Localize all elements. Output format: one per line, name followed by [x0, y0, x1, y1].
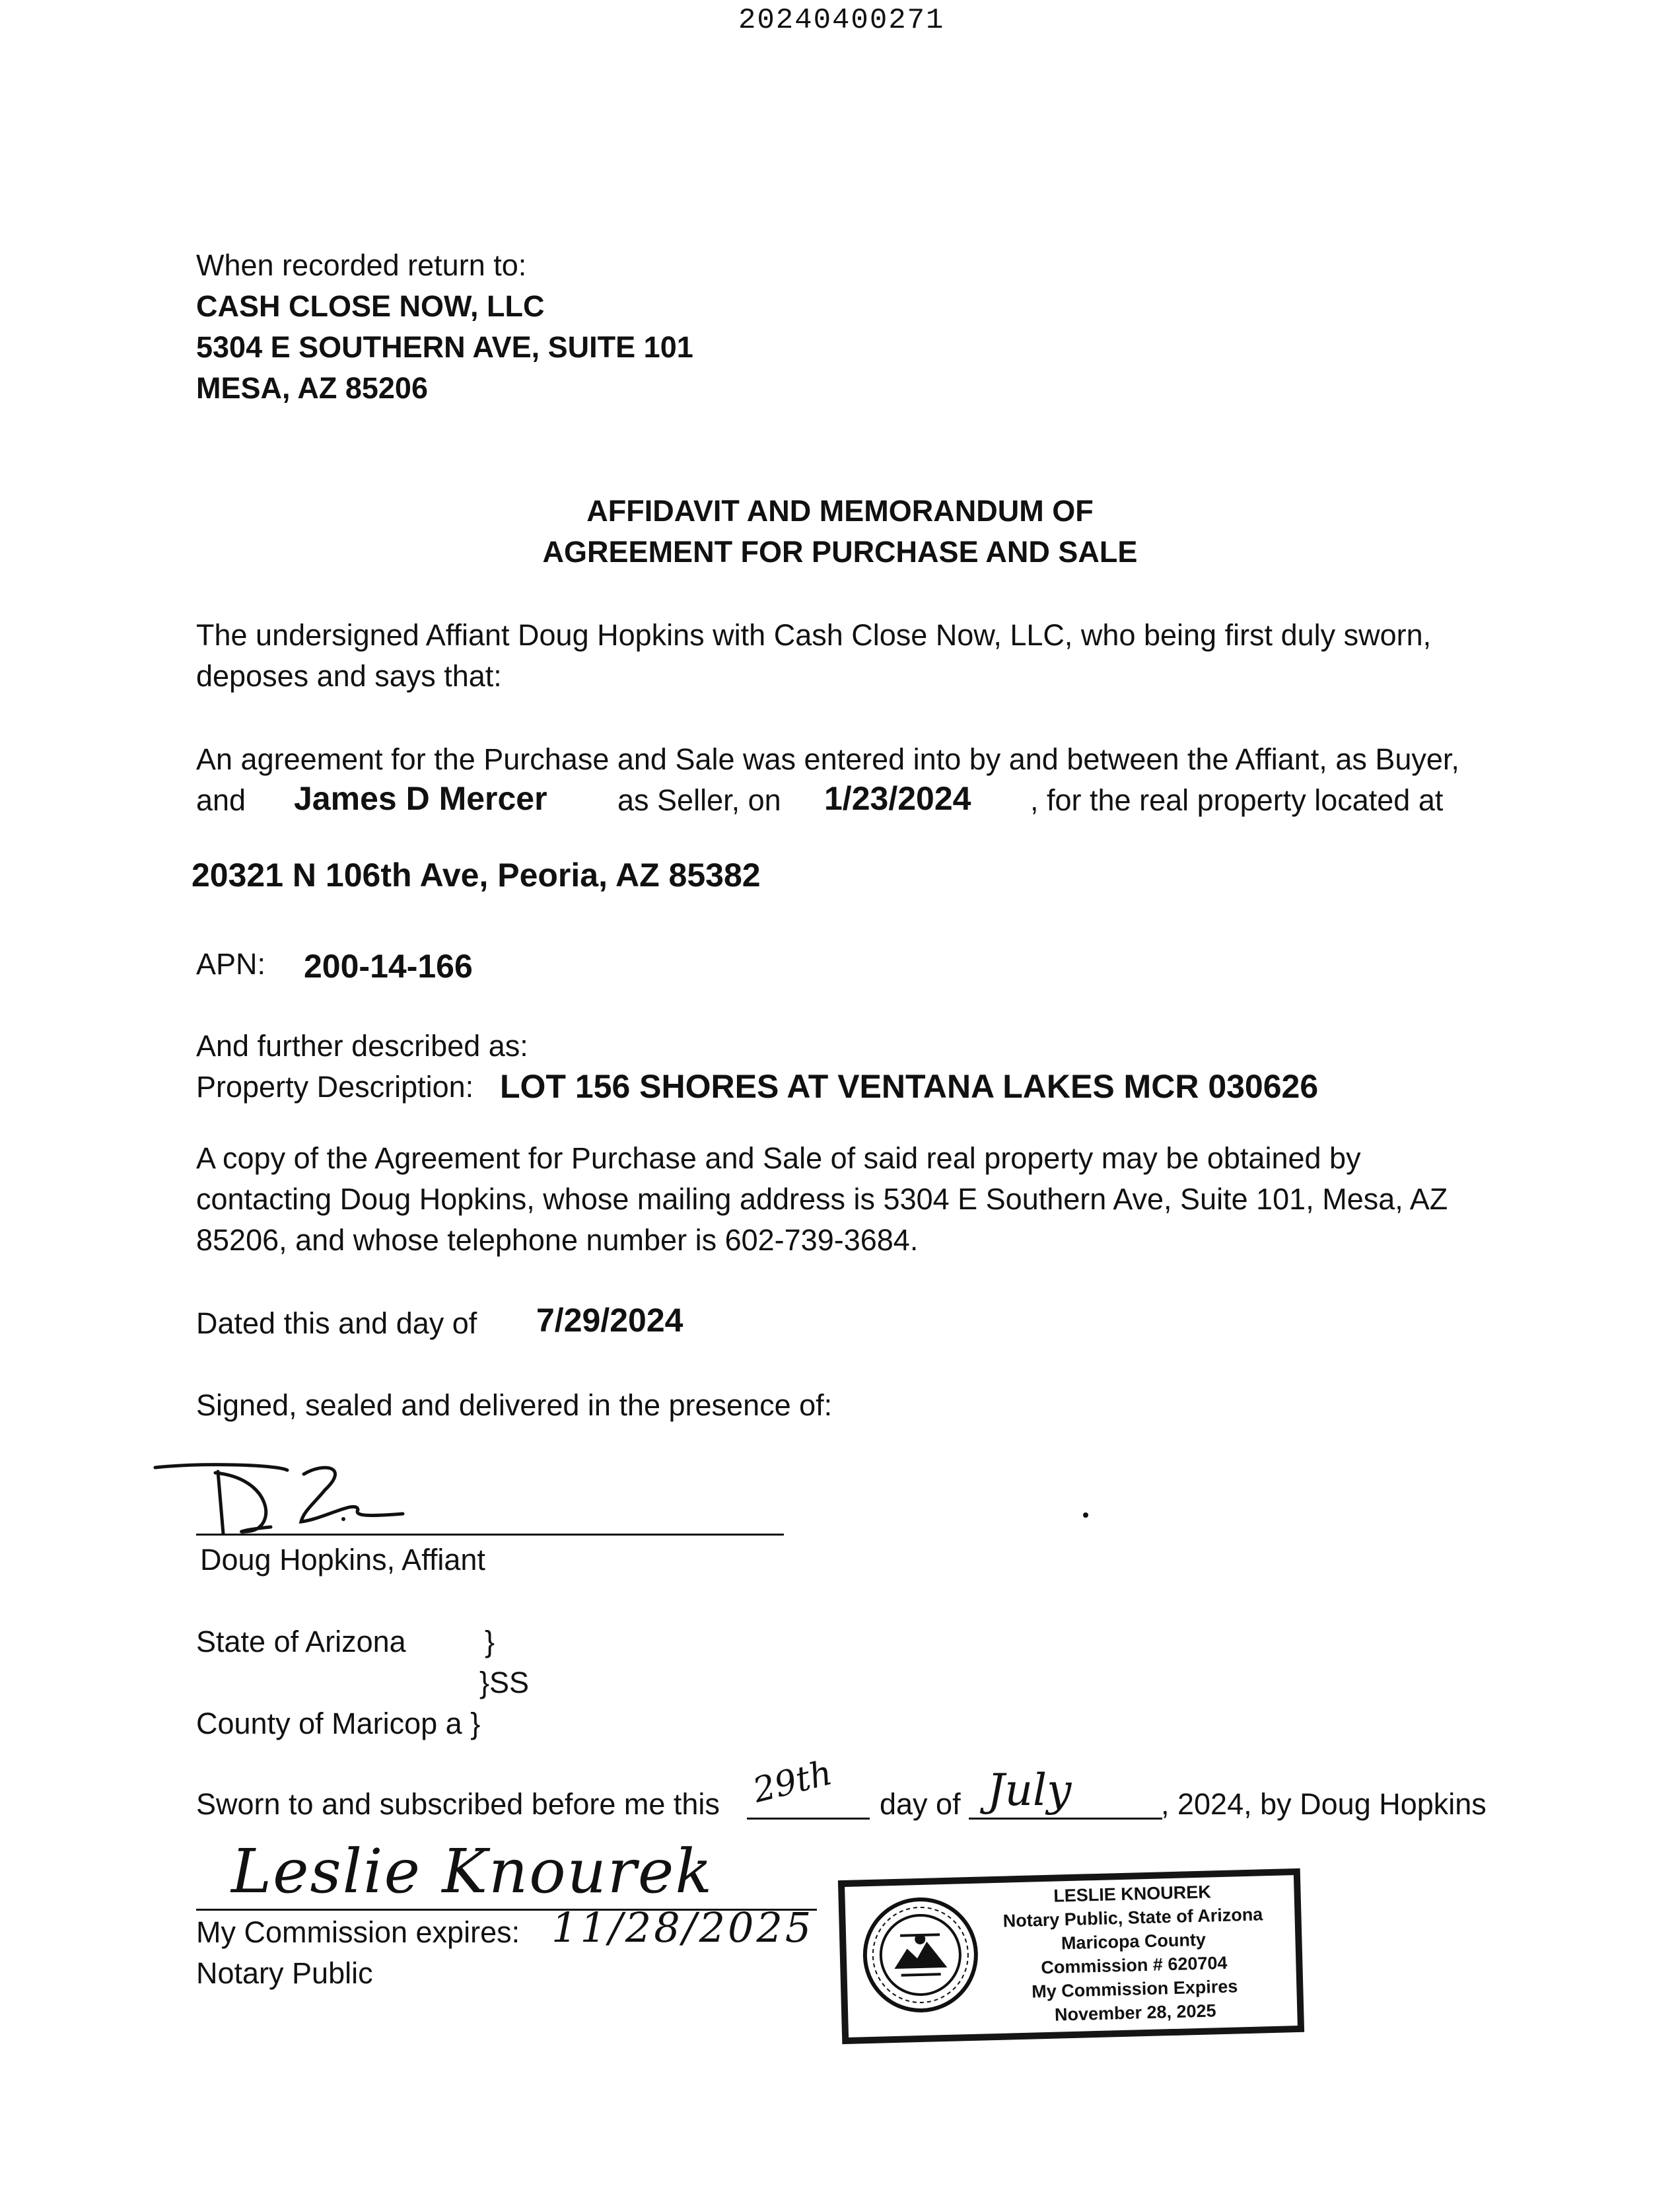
dated-date: 7/29/2024 — [536, 1302, 683, 1339]
affiant-signature — [152, 1453, 416, 1545]
intro-line2: deposes and says that: — [196, 659, 502, 693]
stamp-notary-name: LESLIE KNOUREK — [1053, 1882, 1212, 1906]
document-title-line1: AFFIDAVIT AND MEMORANDUM OF — [586, 494, 1094, 528]
sworn-suffix: , 2024, by Doug Hopkins — [1161, 1787, 1487, 1821]
arizona-seal-icon — [860, 1894, 982, 2016]
sworn-month-handwritten: July — [987, 1765, 1072, 1816]
signed-sealed-text: Signed, sealed and delivered in the presence of: — [196, 1388, 833, 1422]
property-address: 20321 N 106th Ave, Peoria, AZ 85382 — [192, 857, 761, 894]
stamp-expires-date: November 28, 2025 — [1054, 2001, 1216, 2025]
return-to-label: When recorded return to: — [196, 248, 527, 282]
as-seller-text: as Seller, on — [617, 783, 781, 817]
venue-brace: } — [485, 1625, 495, 1658]
notary-signature: Leslie Knourek — [231, 1836, 714, 1907]
notary-public-label: Notary Public — [196, 1956, 373, 1990]
venue-county: County of Maricop a } — [196, 1707, 481, 1740]
commission-date-handwritten: 11/28/2025 — [551, 1903, 814, 1952]
stray-dot — [1083, 1512, 1088, 1518]
return-to-address-line2: MESA, AZ 85206 — [196, 371, 428, 405]
commission-label: My Commission expires: — [196, 1915, 520, 1949]
agreement-and-text: and — [196, 783, 246, 817]
apn-value: 200-14-166 — [304, 948, 473, 985]
document-title-line2: AGREEMENT FOR PURCHASE AND SALE — [542, 535, 1138, 569]
stamp-expires-label: My Commission Expires — [1031, 1976, 1238, 2002]
return-to-address-line1: 5304 E SOUTHERN AVE, SUITE 101 — [196, 330, 693, 364]
sworn-day-line — [747, 1818, 870, 1820]
copy-line2: contacting Doug Hopkins, whose mailing address is 5304 E Southern Ave, Suite 101, Mesa, AZ — [196, 1182, 1448, 1216]
sworn-day-of: day of — [880, 1787, 961, 1821]
seller-name: James D Mercer — [294, 780, 547, 817]
stamp-state: Notary Public, State of Arizona — [1002, 1904, 1263, 1931]
notary-stamp — [838, 1868, 1304, 2044]
property-description-label: Property Description: — [196, 1070, 474, 1104]
affiant-signature-line — [196, 1534, 784, 1536]
dated-label: Dated this and day of — [196, 1306, 477, 1340]
stamp-commission-number: Commission # 620704 — [1040, 1952, 1228, 1978]
sworn-prefix: Sworn to and subscribed before me this — [196, 1787, 720, 1821]
venue-ss: }SS — [479, 1666, 530, 1699]
property-description: LOT 156 SHORES AT VENTANA LAKES MCR 030626 — [500, 1068, 1319, 1105]
apn-label: APN: — [196, 947, 266, 981]
agreement-date: 1/23/2024 — [824, 780, 971, 817]
sworn-month-line — [969, 1818, 1162, 1820]
document-number: 20240400271 — [738, 4, 945, 37]
intro-line1: The undersigned Affiant Doug Hopkins with Cash Close Now, LLC, who being first duly sworn, — [196, 618, 1432, 652]
copy-line1: A copy of the Agreement for Purchase and Sale of said real property may be obtained by — [196, 1141, 1361, 1175]
further-described-label: And further described as: — [196, 1029, 528, 1063]
return-to-name: CASH CLOSE NOW, LLC — [196, 289, 545, 323]
affiant-name: Doug Hopkins, Affiant — [200, 1543, 485, 1577]
copy-line3: 85206, and whose telephone number is 602-739-3684. — [196, 1223, 919, 1257]
venue-state: State of Arizona — [196, 1625, 406, 1658]
located-text: , for the real property located at — [1030, 783, 1444, 817]
agreement-line1: An agreement for the Purchase and Sale was entered into by and between the Affiant, as Buyer, — [196, 742, 1459, 776]
sworn-day-handwritten: 29th — [749, 1753, 837, 1811]
stamp-county: Maricopa County — [1061, 1929, 1207, 1954]
